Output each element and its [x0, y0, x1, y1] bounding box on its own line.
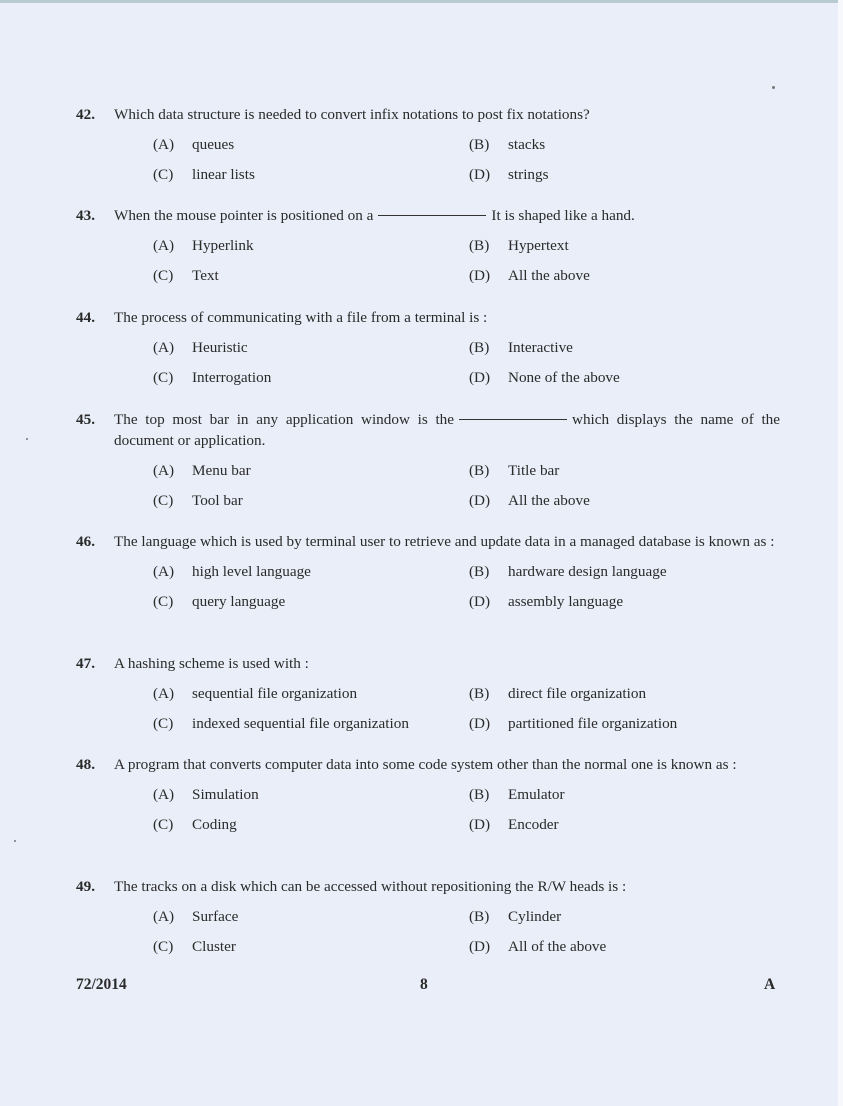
question-set-letter: A: [764, 976, 776, 993]
option-a: [153, 134, 469, 155]
question-number: 44.: [76, 309, 95, 326]
question-45: [76, 409, 780, 511]
option-text: Tool bar: [192, 492, 243, 509]
option-a: [153, 906, 469, 927]
option-label: (C): [153, 166, 174, 183]
scan-speck: [772, 86, 775, 89]
question-46: [76, 531, 780, 612]
option-label: (C): [153, 492, 174, 509]
option-label: (D): [469, 267, 491, 284]
option-c: [153, 164, 469, 185]
question-text: [114, 409, 780, 451]
option-b: [469, 906, 769, 927]
question-number: 45.: [76, 411, 95, 428]
option-text: Hyperlink: [192, 237, 254, 254]
question-text: A hashing scheme is used with :: [114, 655, 309, 672]
option-text: Cluster: [192, 938, 236, 955]
option-d: [469, 164, 769, 185]
option-label: (B): [469, 908, 490, 925]
option-text: assembly language: [508, 593, 624, 610]
option-d: [469, 713, 769, 734]
option-label: (B): [469, 786, 490, 803]
option-a: [153, 337, 469, 358]
option-text: Interrogation: [192, 369, 272, 386]
question-number: 48.: [76, 756, 95, 773]
options: [153, 784, 780, 835]
option-label: (D): [469, 369, 491, 386]
question-number: 42.: [76, 106, 95, 123]
option-c: [153, 367, 469, 388]
question-44: [76, 307, 780, 388]
question-47: [76, 653, 780, 734]
scan-speck: [26, 438, 28, 440]
option-label: (A): [153, 462, 175, 479]
question-text-after-blank: which displays the name of the document or application.: [114, 411, 780, 449]
options: [153, 906, 780, 957]
option-text: high level language: [192, 563, 311, 580]
option-label: (D): [469, 593, 491, 610]
option-label: (D): [469, 715, 491, 732]
option-b: [469, 561, 769, 582]
option-text: strings: [508, 166, 549, 183]
option-label: (C): [153, 715, 174, 732]
options: [153, 235, 780, 286]
option-label: (B): [469, 685, 490, 702]
option-text: Surface: [192, 908, 239, 925]
option-label: (A): [153, 685, 175, 702]
option-b: [469, 784, 769, 805]
option-c: [153, 814, 469, 835]
options: [153, 460, 780, 511]
options: [153, 337, 780, 388]
option-label: (B): [469, 462, 490, 479]
option-text: Cylinder: [508, 908, 562, 925]
question-text-before-blank: The top most bar in any application window is the: [114, 411, 454, 428]
options: [153, 561, 780, 612]
question-text: Which data structure is needed to convert infix notations to post fix notations?: [114, 106, 590, 123]
option-text: indexed sequential file organization: [192, 715, 409, 732]
option-d: [469, 265, 769, 286]
question-text: [114, 205, 780, 226]
paper-code: 72/2014: [76, 976, 127, 993]
question-text-before-blank: When the mouse pointer is positioned on a: [114, 207, 374, 224]
page-number: 8: [420, 976, 428, 993]
option-text: linear lists: [192, 166, 255, 183]
option-a: [153, 235, 469, 256]
option-d: [469, 814, 769, 835]
option-a: [153, 683, 469, 704]
option-a: [153, 784, 469, 805]
option-label: (A): [153, 563, 175, 580]
option-label: (B): [469, 339, 490, 356]
scan-right-edge: [838, 0, 843, 1106]
option-label: (A): [153, 237, 175, 254]
option-a: [153, 561, 469, 582]
option-text: Hypertext: [508, 237, 569, 254]
option-c: [153, 936, 469, 957]
question-number: 49.: [76, 878, 95, 895]
option-c: [153, 265, 469, 286]
option-label: (B): [469, 563, 490, 580]
option-text: query language: [192, 593, 286, 610]
option-text: Title bar: [508, 462, 560, 479]
option-text: Encoder: [508, 816, 559, 833]
option-text: stacks: [508, 136, 546, 153]
options: [153, 683, 780, 734]
answer-blank: [459, 419, 567, 420]
option-d: [469, 367, 769, 388]
question-number: 46.: [76, 533, 95, 550]
option-label: (C): [153, 938, 174, 955]
option-text: Interactive: [508, 339, 573, 356]
option-label: (A): [153, 136, 175, 153]
option-c: [153, 490, 469, 511]
option-b: [469, 683, 769, 704]
option-label: (C): [153, 816, 174, 833]
option-text: Heuristic: [192, 339, 248, 356]
question-43: [76, 205, 780, 286]
option-label: (D): [469, 816, 491, 833]
options: [153, 134, 780, 185]
option-text: Coding: [192, 816, 237, 833]
option-b: [469, 134, 769, 155]
option-text: queues: [192, 136, 235, 153]
option-text: direct file organization: [508, 685, 647, 702]
option-b: [469, 337, 769, 358]
option-label: (C): [153, 593, 174, 610]
scan-top-edge: [0, 0, 843, 3]
option-c: [153, 713, 469, 734]
question-49: [76, 876, 780, 957]
question-42: [76, 104, 780, 185]
option-a: [153, 460, 469, 481]
question-text: The process of communicating with a file from a terminal is :: [114, 309, 488, 326]
option-d: [469, 591, 769, 612]
question-text: The tracks on a disk which can be accessed without repositioning the R/W heads is :: [114, 878, 627, 895]
question-text-after-blank: It is shaped like a hand.: [491, 207, 635, 224]
option-b: [469, 460, 769, 481]
option-label: (B): [469, 237, 490, 254]
option-text: Menu bar: [192, 462, 251, 479]
option-c: [153, 591, 469, 612]
option-text: All the above: [508, 267, 590, 284]
option-text: sequential file organization: [192, 685, 358, 702]
question-number: 47.: [76, 655, 95, 672]
option-text: hardware design language: [508, 563, 667, 580]
scan-speck: [14, 840, 16, 842]
option-text: Emulator: [508, 786, 565, 803]
option-label: (D): [469, 166, 491, 183]
question-number: 43.: [76, 207, 95, 224]
option-label: (A): [153, 339, 175, 356]
option-text: Simulation: [192, 786, 259, 803]
option-text: partitioned file organization: [508, 715, 678, 732]
option-label: (D): [469, 492, 491, 509]
option-d: [469, 936, 769, 957]
option-label: (C): [153, 267, 174, 284]
option-text: All the above: [508, 492, 590, 509]
option-b: [469, 235, 769, 256]
option-text: All of the above: [508, 938, 607, 955]
option-label: (B): [469, 136, 490, 153]
question-text: A program that converts computer data into some code system other than the normal one is known as :: [114, 756, 737, 773]
option-label: (A): [153, 908, 175, 925]
option-d: [469, 490, 769, 511]
question-text: The language which is used by terminal user to retrieve and update data in a managed database is known as :: [114, 533, 775, 550]
option-text: Text: [192, 267, 219, 284]
answer-blank: [378, 215, 486, 216]
option-label: (D): [469, 938, 491, 955]
option-text: None of the above: [508, 369, 620, 386]
option-label: (A): [153, 786, 175, 803]
option-label: (C): [153, 369, 174, 386]
question-48: [76, 754, 780, 835]
